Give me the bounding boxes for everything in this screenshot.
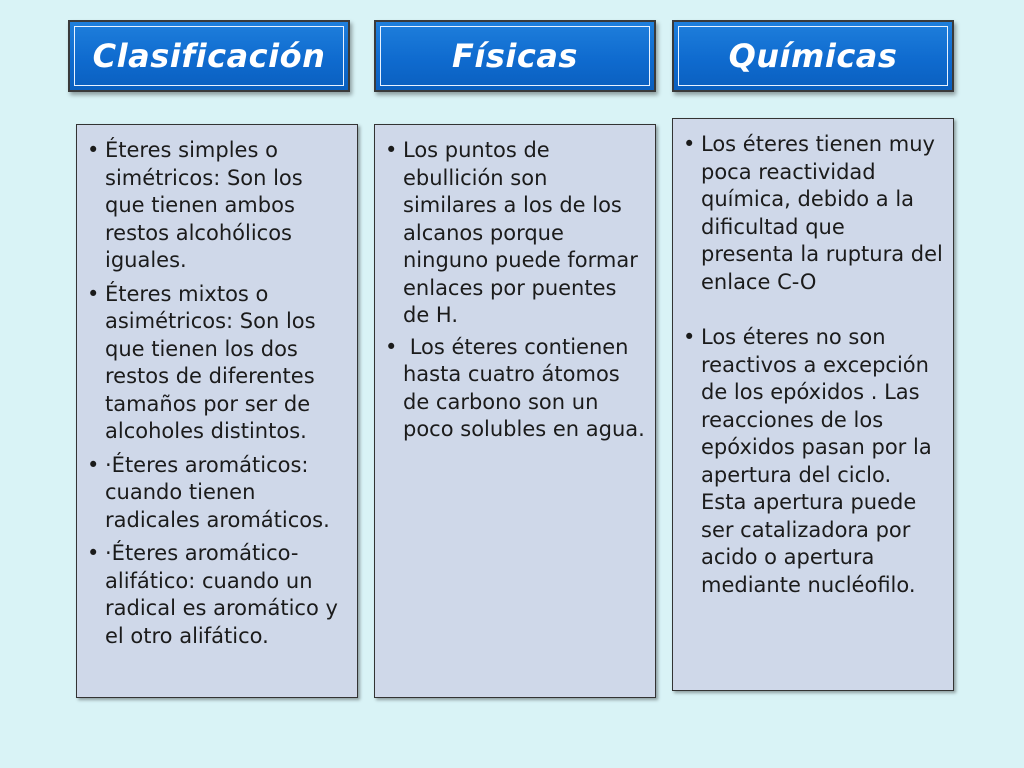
list-item: [683, 324, 943, 599]
bullet-list: [683, 131, 943, 599]
bullet-list: [87, 137, 347, 650]
bullet-icon: •: [87, 138, 100, 162]
bullet-list: [385, 137, 645, 444]
header-fisicas: [374, 20, 656, 92]
list-item-text: Éteres simples o simétricos: Son los que tienen ambos restos alcohólicos iguales.: [105, 138, 303, 272]
list-item-text: Los éteres no son reactivos a excepción de los epóxidos . Las reacciones de los epóxidos pasan por la apertura del ciclo. Esta apertura puede ser catalizadora por acido o apertura mediante nucléofilo.: [701, 325, 932, 597]
list-item-text: Éteres mixtos o asimétricos: Son los que tienen los dos restos de diferentes tamaños por ser de alcoholes distintos.: [105, 281, 316, 443]
header-clasificacion: [68, 20, 350, 92]
list-item: [87, 281, 347, 446]
list-item: [385, 334, 645, 444]
bullet-icon: •: [87, 281, 100, 306]
header-quimicas: [672, 20, 954, 92]
bullet-icon: •: [87, 541, 100, 565]
bullet-icon: •: [385, 334, 398, 359]
bullet-icon: •: [385, 138, 398, 162]
bullet-icon: •: [683, 132, 696, 156]
header-title-quimicas: Químicas: [728, 37, 898, 75]
list-item: [683, 131, 943, 296]
list-item-text: ·Éteres aromáticos: cuando tienen radicales aromáticos.: [105, 452, 330, 532]
list-item-text: Los éteres contienen hasta cuatro átomos de carbono son un poco solubles en agua.: [403, 334, 645, 441]
list-item: [385, 137, 645, 330]
header-title-fisicas: Físicas: [452, 37, 578, 75]
bullet-icon: •: [87, 452, 100, 477]
list-item: [87, 540, 347, 650]
panel-fisicas: [374, 124, 656, 698]
panel-clasificacion: [76, 124, 358, 698]
panel-quimicas: [672, 118, 954, 691]
list-item-text: Los éteres tienen muy poca reactividad química, debido a la dificultad que presenta la ruptura del enlace C-O: [701, 132, 943, 294]
header-title-clasificacion: Clasificación: [92, 37, 326, 75]
list-item-text: Los puntos de ebullición son similares a los de los alcanos porque ninguno puede formar enlaces por puentes de H.: [403, 138, 638, 327]
list-item: [87, 137, 347, 275]
list-item-text: ·Éteres aromático-alifático: cuando un radical es aromático y el otro alifático.: [105, 541, 338, 648]
list-item: [87, 452, 347, 535]
bullet-icon: •: [683, 325, 696, 349]
